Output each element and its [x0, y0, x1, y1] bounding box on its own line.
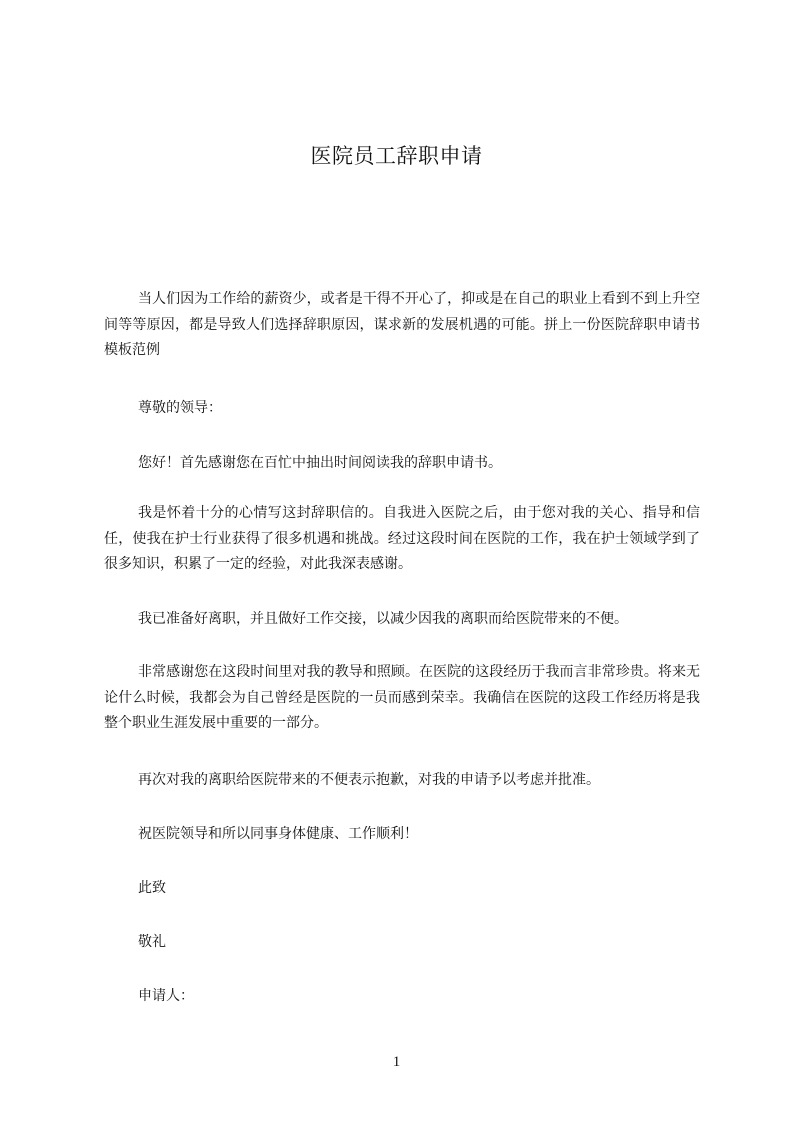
document-title: 医院员工辞职申请 [310, 144, 483, 168]
salutation: 尊敬的领导： [138, 400, 222, 416]
closing-cizhi: 此致 [138, 880, 166, 896]
closing-jingli: 敬礼 [138, 934, 166, 950]
body-paragraph-gratitude: 我是怀着十分的心情写这封辞职信的。自我进入医院之后，由于您对我的关心、指导和信任，使我在护士行业获得了很多机遇和挑战。经过这段时间在医院的工作，我在护士领域学到了很多知识，积累了一定的经验，对此我深表感谢。 [104, 505, 700, 572]
intro-paragraph: 当人们因为工作给的薪资少，或者是干得不开心了，抑或是在自己的职业上看到不到上升空间等等原因，都是导致人们选择辞职原因，谋求新的发展机遇的可能。拼上一份医院辞职申请书模板范例 [104, 291, 700, 358]
greeting-paragraph: 您好！首先感谢您在百忙中抽出时间阅读我的辞职申请书。 [138, 455, 502, 471]
applicant-label: 申请人： [138, 988, 194, 1004]
closing-wishes: 祝医院领导和所以同事身体健康、工作顺利！ [138, 826, 418, 842]
body-paragraph-handover: 我已准备好离职，并且做好工作交接，以减少因我的离职而给医院带来的不便。 [138, 611, 628, 627]
body-paragraph-thanks: 非常感谢您在这段时间里对我的教导和照顾。在医院的这段经历于我而言非常珍贵。将来无论什么时候，我都会为自己曾经是医院的一员而感到荣幸。我确信在医院的这段工作经历将是我整个职业生涯发展中重要的一部分。 [104, 664, 700, 731]
body-paragraph-apology: 再次对我的离职给医院带来的不便表示抱歉，对我的申请予以考虑并批准。 [138, 772, 600, 788]
page-number: 1 [392, 1054, 401, 1070]
